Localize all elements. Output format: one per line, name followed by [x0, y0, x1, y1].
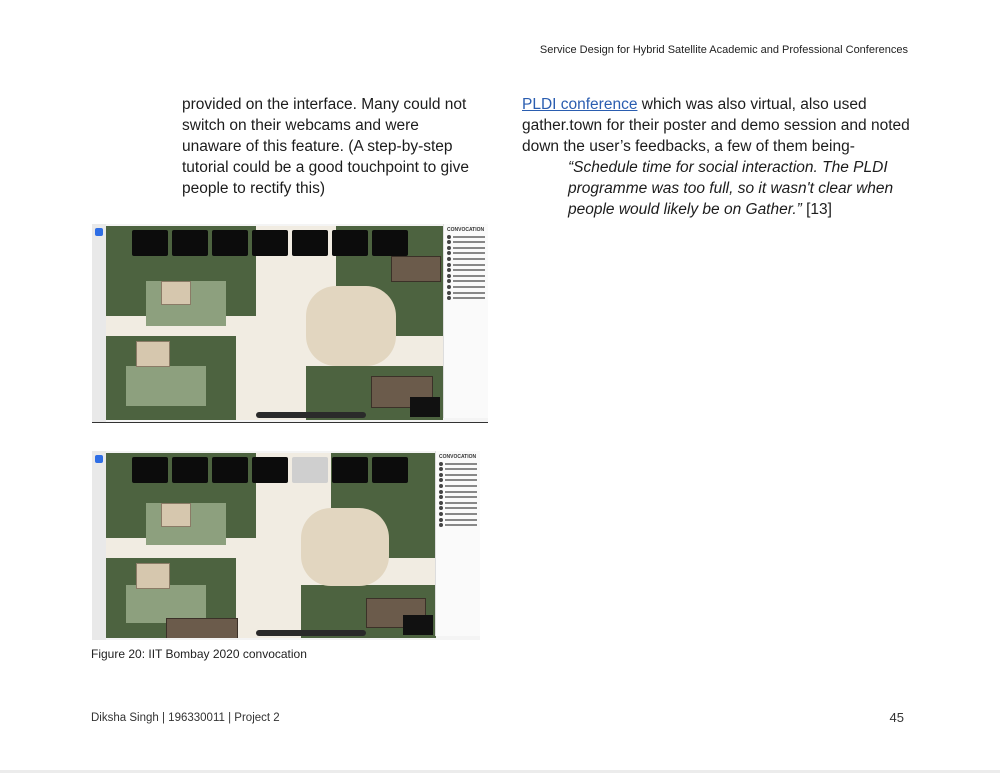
footer-author: Diksha Singh [91, 712, 159, 724]
video-tile[interactable] [132, 457, 168, 483]
footer [91, 712, 280, 724]
participant-row[interactable] [447, 246, 485, 250]
building [161, 503, 191, 527]
building [391, 256, 441, 282]
page-number: 45 [889, 710, 904, 725]
building [136, 341, 170, 367]
panel-title: CONVOCATION [447, 227, 485, 233]
right-paragraph: which was also virtual, also used gather.town for their poster and demo session and noted down the user’s feedbacks, a few of them being- [522, 96, 910, 155]
left-toolbar [92, 451, 106, 640]
video-tile[interactable] [332, 230, 368, 256]
participant-row[interactable] [447, 279, 485, 283]
building [166, 618, 238, 638]
video-tile[interactable] [292, 457, 328, 483]
participant-row[interactable] [447, 240, 485, 244]
participant-row[interactable] [447, 296, 485, 300]
video-tile[interactable] [372, 457, 408, 483]
left-column-text [182, 94, 482, 199]
video-tile[interactable] [332, 457, 368, 483]
video-tiles [132, 457, 408, 483]
video-tile[interactable] [172, 457, 208, 483]
participant-row[interactable] [439, 518, 477, 522]
quote-text: “Schedule time for social interaction. The PLDI programme was too full, so it wasn't clear when people would likely be on Gather.” [568, 159, 894, 218]
participant-row[interactable] [447, 263, 485, 267]
video-tile[interactable] [132, 230, 168, 256]
participant-row[interactable] [439, 467, 477, 471]
footer-roll: 196330011 [168, 712, 225, 724]
participant-row[interactable] [439, 478, 477, 482]
gather-screenshot-1 [92, 224, 488, 423]
video-tile[interactable] [172, 230, 208, 256]
right-column-text [522, 94, 917, 220]
footer-separator: | [161, 712, 165, 724]
video-tile[interactable] [292, 230, 328, 256]
plaza [306, 286, 396, 366]
video-tile[interactable] [212, 230, 248, 256]
participant-row[interactable] [447, 268, 485, 272]
left-toolbar [92, 224, 106, 422]
participant-row[interactable] [439, 473, 477, 477]
citation: [13] [801, 201, 832, 218]
virtual-campus-map [106, 453, 436, 638]
pldi-conference-link[interactable]: PLDI conference [522, 96, 638, 113]
participants-panel [435, 451, 480, 636]
building [136, 563, 170, 589]
lawn-patch [126, 366, 206, 406]
participant-row[interactable] [439, 495, 477, 499]
footer-project: Project 2 [234, 712, 280, 724]
plaza [301, 508, 389, 586]
virtual-campus-map [106, 226, 443, 420]
participant-row[interactable] [439, 506, 477, 510]
left-paragraph: provided on the interface. Many could not switch on their webcams and were unaware of this feature. (A step-by-step tutorial could be a good touchpoint to give people to rectify this) [182, 96, 469, 197]
participant-row[interactable] [447, 291, 485, 295]
participant-row[interactable] [439, 490, 477, 494]
video-tiles [132, 230, 408, 256]
participant-row[interactable] [447, 285, 485, 289]
self-camera[interactable] [410, 397, 440, 417]
running-header: Service Design for Hybrid Satellite Academic and Professional Conferences [539, 44, 908, 56]
bottom-controls[interactable] [256, 412, 366, 418]
participant-row[interactable] [447, 235, 485, 239]
video-tile[interactable] [212, 457, 248, 483]
building [161, 281, 191, 305]
figure-caption: Figure 20: IIT Bombay 2020 convocation [91, 647, 307, 661]
panel-title: CONVOCATION [439, 454, 477, 460]
video-tile[interactable] [252, 230, 288, 256]
participant-row[interactable] [447, 251, 485, 255]
participants-panel [443, 224, 488, 418]
participant-row[interactable] [439, 512, 477, 516]
app-icon [95, 228, 103, 236]
bottom-controls[interactable] [256, 630, 366, 636]
participant-row[interactable] [439, 501, 477, 505]
gather-screenshot-2 [92, 451, 480, 640]
video-tile[interactable] [372, 230, 408, 256]
app-icon [95, 455, 103, 463]
footer-separator: | [228, 712, 232, 724]
participant-row[interactable] [447, 257, 485, 261]
participant-row[interactable] [439, 523, 477, 527]
participant-row[interactable] [439, 462, 477, 466]
self-camera[interactable] [403, 615, 433, 635]
video-tile[interactable] [252, 457, 288, 483]
participant-row[interactable] [447, 274, 485, 278]
block-quote [568, 157, 917, 220]
participant-row[interactable] [439, 484, 477, 488]
